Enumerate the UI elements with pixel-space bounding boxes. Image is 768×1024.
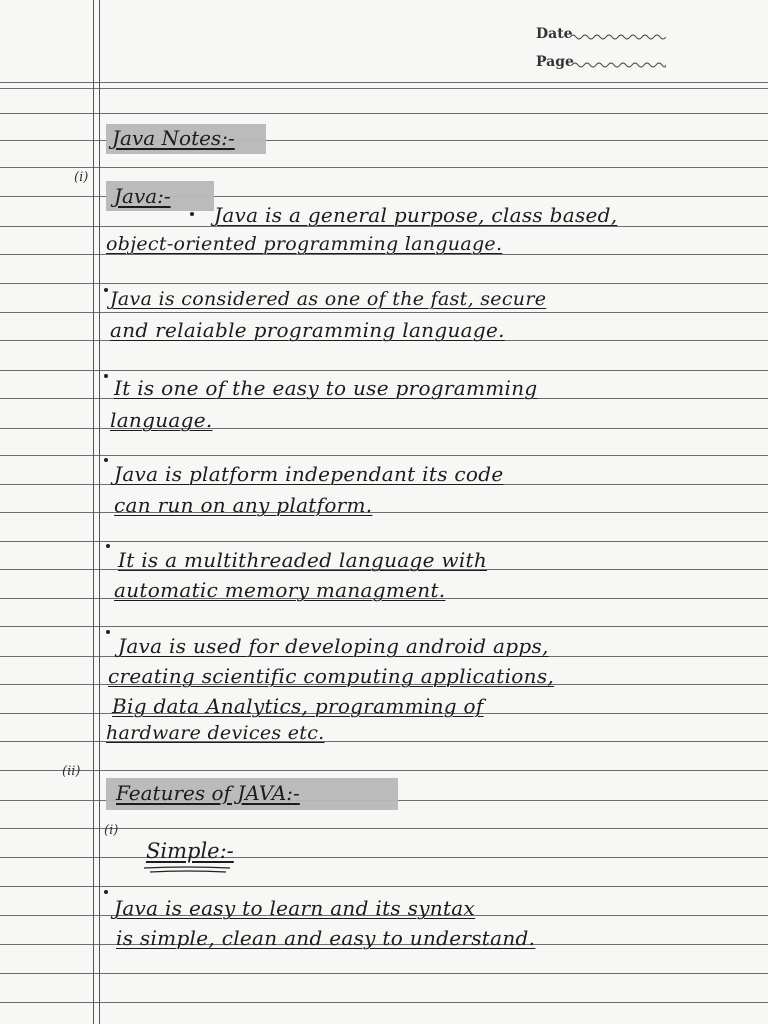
bullet [190, 212, 194, 216]
page-squiggle [572, 61, 666, 69]
bullet [104, 288, 108, 292]
subsection-number: (i) [104, 823, 119, 838]
paragraph-line: language. [110, 408, 213, 432]
rule-line [0, 857, 768, 858]
rule-line [0, 973, 768, 974]
subsection-heading: Simple:- [146, 839, 234, 863]
paragraph-line: Java is a general purpose, class based, [214, 203, 618, 227]
rule-line [0, 886, 768, 887]
paragraph-line: object-oriented programming language. [106, 233, 503, 255]
page-title: Java Notes:- [112, 126, 235, 150]
paragraph-line: creating scientific computing applications, [108, 664, 555, 688]
date-squiggle [570, 33, 666, 41]
rule-line [0, 82, 768, 83]
rule-line [0, 88, 768, 89]
paragraph-line: automatic memory managment. [114, 578, 446, 602]
bullet [106, 544, 110, 548]
rule-line [0, 167, 768, 168]
rule-line [0, 455, 768, 456]
paragraph-line: Java is used for developing android apps, [118, 634, 549, 658]
rule-line [0, 1002, 768, 1003]
bullet [104, 890, 108, 894]
paragraph-line: Java is platform independant its code [114, 462, 504, 486]
paragraph-line: Big data Analytics, programming of [112, 694, 484, 718]
bullet [106, 630, 110, 634]
rule-line [0, 312, 768, 313]
date-label: Date [536, 26, 573, 42]
rule-line [0, 626, 768, 627]
page-label: Page [536, 54, 574, 70]
subheading-double-underline [142, 866, 232, 874]
margin-line [93, 0, 94, 1024]
section-2-number: (ii) [62, 764, 81, 779]
section-2-heading: Features of JAVA:- [116, 781, 300, 805]
rule-line [0, 370, 768, 371]
paragraph-line: It is one of the easy to use programming [114, 376, 538, 400]
margin-line [99, 0, 100, 1024]
paragraph-line: can run on any platform. [114, 493, 373, 517]
bullet [104, 374, 108, 378]
section-1-heading: Java:- [114, 184, 171, 208]
rule-line [0, 541, 768, 542]
bullet [104, 458, 108, 462]
rule-line [0, 283, 768, 284]
paragraph-line: Java is considered as one of the fast, secure [110, 288, 547, 310]
rule-line [0, 113, 768, 114]
paragraph-line: It is a multithreaded language with [118, 548, 488, 572]
rule-line [0, 770, 768, 771]
paragraph-line: is simple, clean and easy to understand. [116, 926, 536, 950]
paragraph-line: and relaiable programming language. [110, 318, 505, 342]
section-1-number: (i) [74, 170, 89, 185]
paragraph-line: Java is easy to learn and its syntax [114, 896, 476, 920]
paragraph-line: hardware devices etc. [106, 722, 325, 744]
